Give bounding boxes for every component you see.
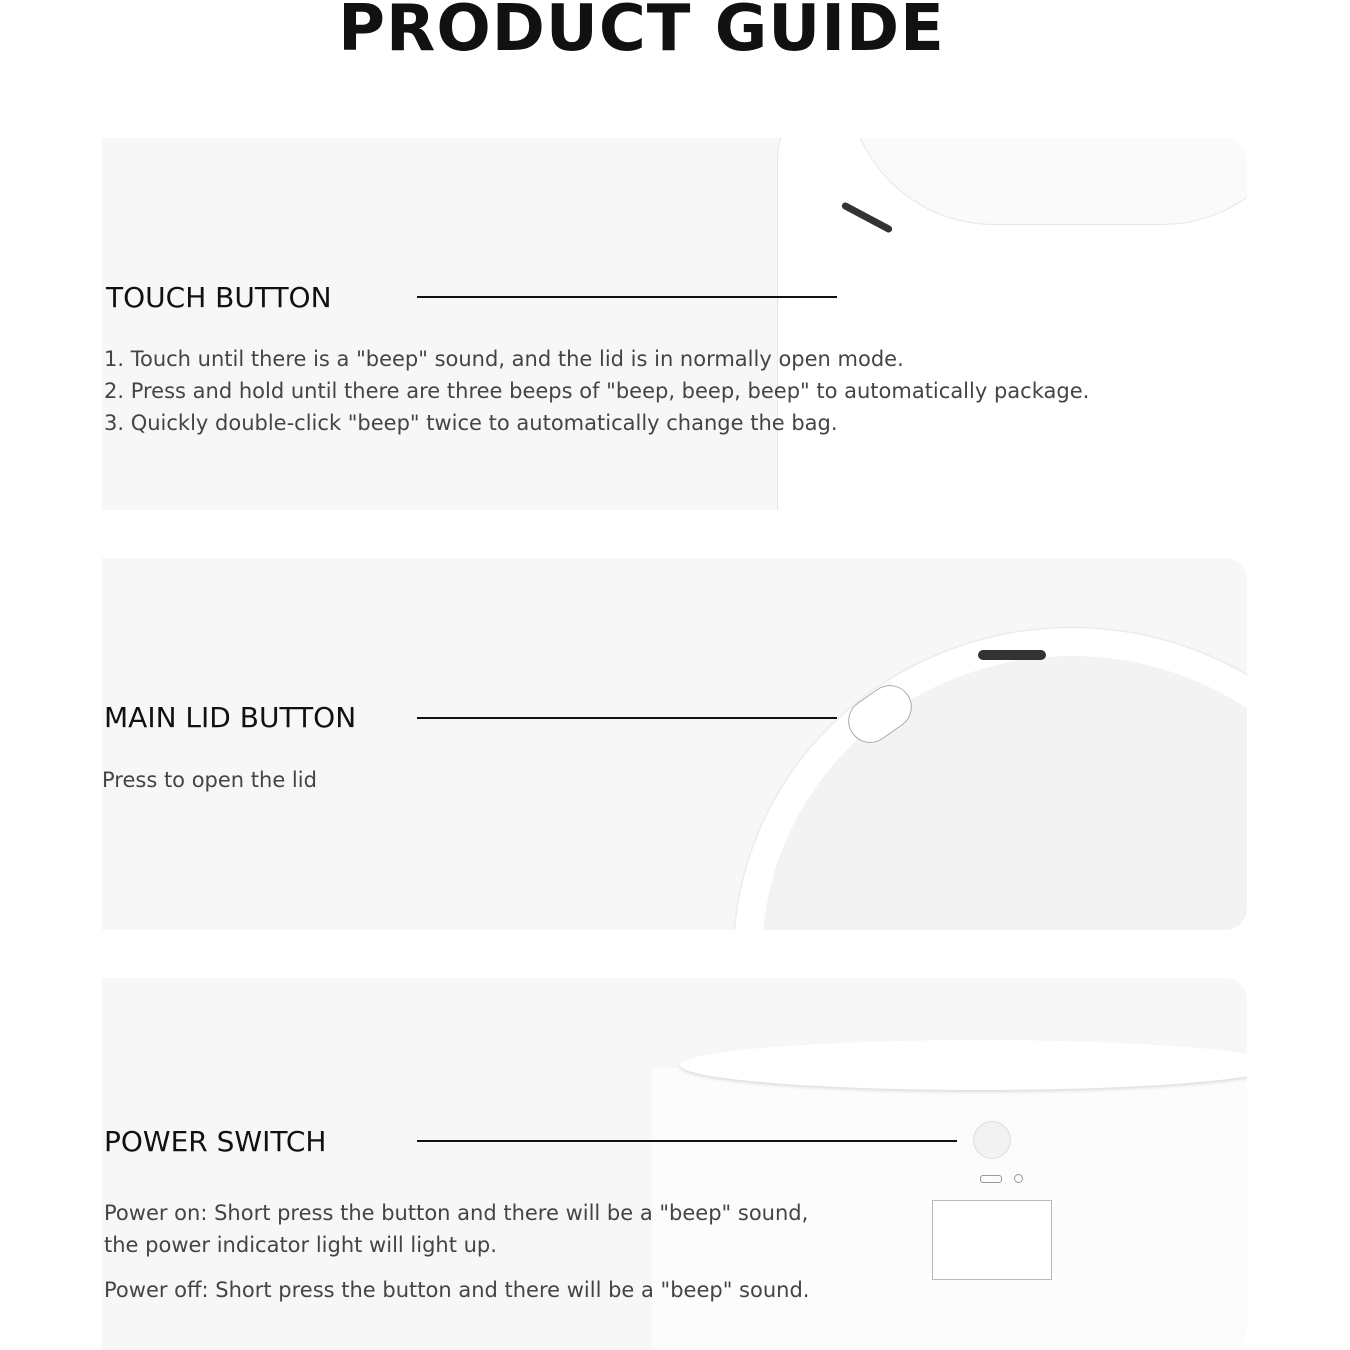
lid-image: [734, 628, 1247, 930]
main-lid-button-section: [102, 558, 1247, 930]
section-text: 1. Touch until there is a "beep" sound, and the lid is in normally open mode. 2. Press and hold until there are three beeps of "beep, beep, beep" to automatically package. 3. Quickly double-click "beep" twice to automatically change the bag.: [104, 347, 1090, 435]
page-title: PRODUCT GUIDE: [338, 0, 945, 66]
section-heading: POWER SWITCH: [104, 1125, 327, 1158]
power-button-icon: [973, 1121, 1011, 1159]
lid-image: [680, 1040, 1247, 1090]
indicator-icon: [978, 650, 1046, 660]
power-switch-section: [102, 978, 1247, 1350]
usb-port-icon: [980, 1175, 1002, 1183]
door-icon: [932, 1200, 1052, 1280]
callout-line: [417, 717, 837, 719]
section-heading: MAIN LID BUTTON: [104, 701, 357, 734]
section-text: Press to open the lid: [102, 768, 317, 792]
indicator-light-icon: [1014, 1174, 1023, 1183]
callout-line: [417, 296, 837, 298]
section-heading: TOUCH BUTTON: [106, 281, 332, 314]
callout-line: [417, 1140, 957, 1142]
touch-button-section: [102, 138, 1247, 510]
section-text: Power on: Short press the button and there will be a "beep" sound, the power indicator light will light up. Power off: Short press the button and there will be a "beep" sound.: [104, 1201, 810, 1302]
